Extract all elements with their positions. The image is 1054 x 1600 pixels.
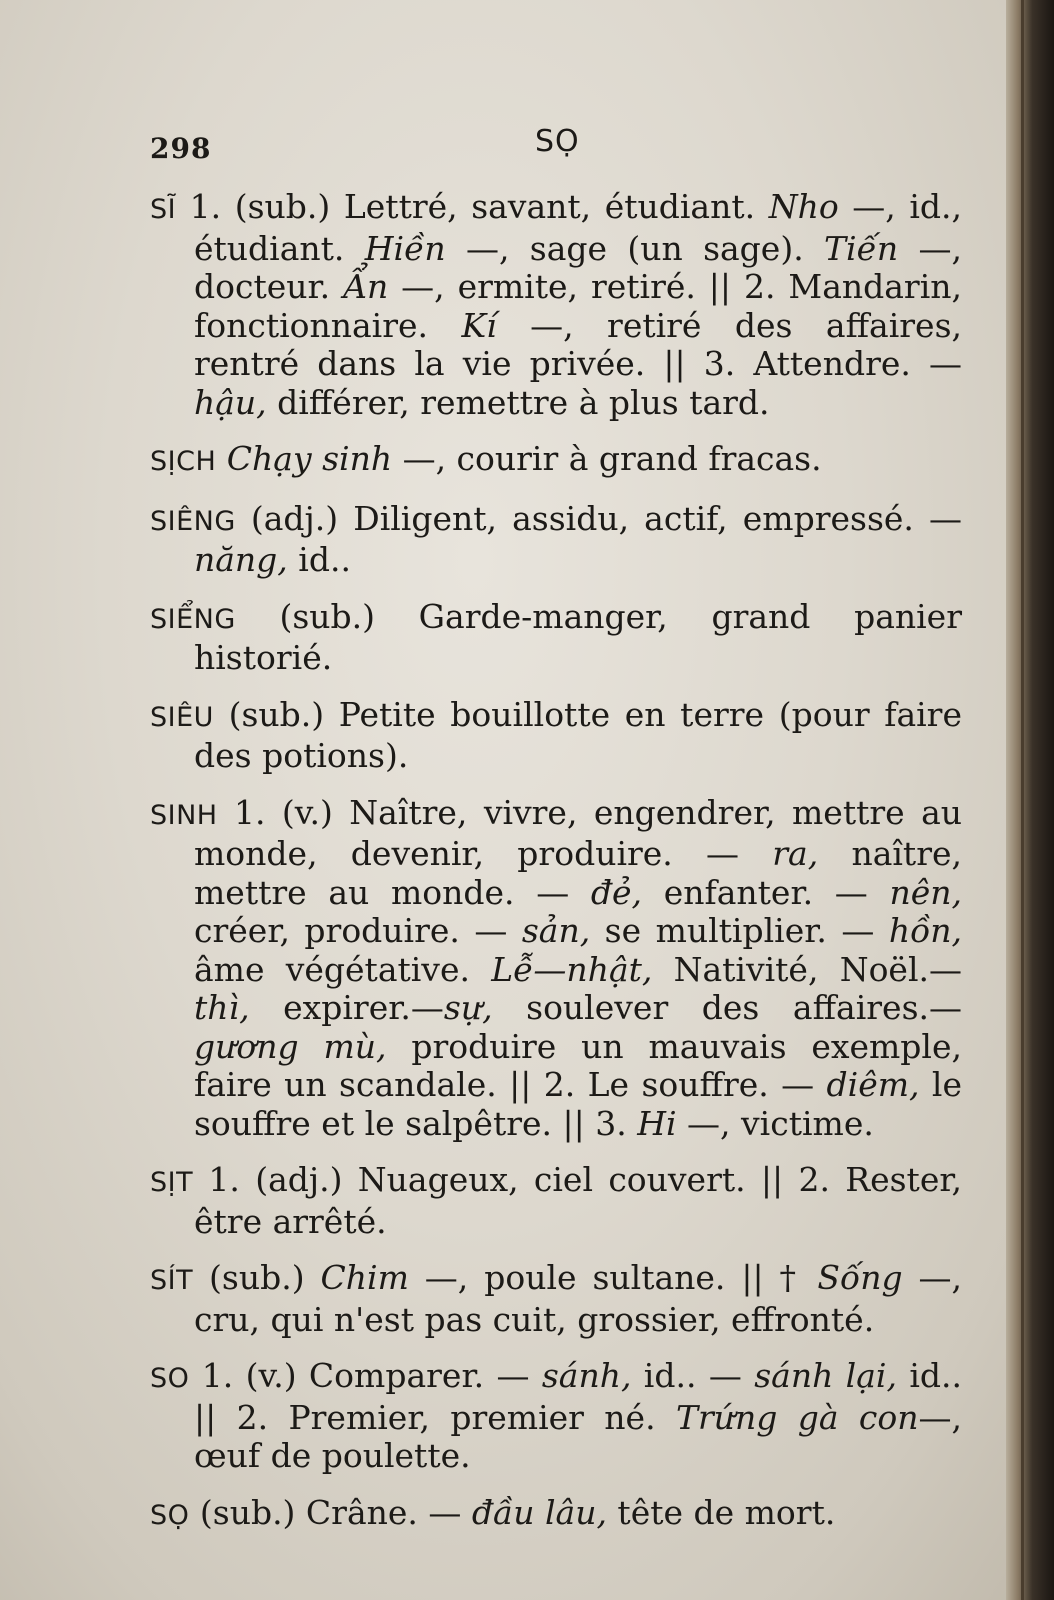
entry-definition-text: —, victime.	[676, 1103, 874, 1143]
entry-vietnamese-term: năng,	[194, 540, 288, 579]
entry-definition-text: enfanter. —	[642, 872, 890, 912]
entry-headword: SIÊU	[150, 701, 214, 733]
entry-vietnamese-term: Chạy sinh	[226, 439, 393, 478]
entry-definition-text: âme végétative.	[194, 949, 492, 989]
entry-vietnamese-term: sánh lại,	[754, 1356, 897, 1395]
entry-definition-text: —, œuf de poulette.	[194, 1397, 962, 1475]
entry-definition-text: id..	[287, 540, 351, 579]
entry-definition-text: 1. (adj.) Nuageux, ciel couvert. || 2. Rester, être arrêté.	[193, 1160, 962, 1241]
entry-vietnamese-term: Ẩn	[343, 267, 389, 306]
entry-vietnamese-term: Tiến	[824, 228, 899, 268]
entry-vietnamese-term: sự,	[443, 988, 493, 1027]
entry-definition-text	[216, 439, 227, 478]
dictionary-entry	[150, 598, 962, 678]
entry-definition-text: 1. (v.) Naître, vivre, engendrer, mettre au monde, devenir, produire. —	[194, 792, 962, 873]
entry-vietnamese-term: hồn,	[888, 911, 962, 950]
entry-headword: SĨ	[150, 194, 177, 225]
entry-definition-text: soulever des affaires.—	[492, 988, 962, 1027]
entry-vietnamese-term: đẻ,	[590, 872, 643, 912]
entry-definition-text: différer, remettre à plus tard.	[266, 382, 770, 422]
page-edge-line	[1021, 0, 1024, 1600]
entry-definition-text: —, retiré des affaires, rentré dans la vie privée. || 3. Attendre. —	[194, 305, 962, 383]
entry-definition-text: (sub.) Garde-manger, grand panier historié.	[194, 596, 962, 677]
entry-definition-text: —, sage (un sage).	[445, 228, 825, 268]
entry-vietnamese-term: Nho	[768, 187, 839, 226]
entry-vietnamese-term: Sống	[817, 1258, 903, 1297]
dictionary-entry	[150, 1494, 962, 1536]
entry-definition-text: créer, produire. —	[194, 911, 522, 950]
entry-definition-text: Nativité, Noël.—	[652, 949, 963, 989]
entry-headword: SO	[150, 1363, 190, 1394]
dictionary-entry	[150, 1357, 962, 1476]
entry-definition-text: id.. —	[631, 1356, 755, 1395]
entry-definition-text: —, courir à grand fracas.	[392, 439, 822, 478]
entry-definition-text: —, poule sultane. || †	[408, 1258, 818, 1297]
dictionary-entry	[150, 696, 962, 776]
entry-definition-text: (adj.) Diligent, assidu, actif, empressé. —	[235, 498, 962, 538]
dictionary-entry	[150, 500, 962, 580]
dictionary-entry	[150, 1161, 962, 1241]
entry-definition-text: tête de mort.	[606, 1492, 836, 1532]
dictionary-entry	[150, 794, 962, 1144]
entry-vietnamese-term: gương mù,	[194, 1026, 387, 1066]
entry-definition-text: —, docteur.	[194, 228, 962, 306]
entry-vietnamese-term: Lễ—nhật,	[491, 949, 653, 989]
entry-definition-text: naître, mettre au monde. —	[194, 834, 962, 912]
entry-headword: SINH	[150, 799, 218, 831]
entry-definition-text: produire un mauvais exemple, faire un scandale. || 2. Le souffre. —	[194, 1026, 963, 1104]
entry-vietnamese-term: thì,	[194, 988, 250, 1027]
entry-headword: SỊT	[150, 1167, 194, 1198]
dictionary-entry	[150, 188, 962, 422]
dictionary-entry	[150, 440, 962, 482]
entry-vietnamese-term: Trứng gà con	[675, 1397, 919, 1437]
entry-vietnamese-term: đầu lâu,	[471, 1492, 607, 1532]
dictionary-entries	[150, 188, 962, 1553]
entry-vietnamese-term: sản,	[521, 911, 591, 950]
running-head: SỌ	[535, 124, 580, 159]
entry-vietnamese-term: Kí	[461, 305, 497, 345]
entry-definition-text: —, cru, qui n'est pas cuit, grossier, effronté.	[194, 1258, 962, 1339]
page-number: 298	[150, 132, 212, 165]
entry-definition-text: se multiplier. —	[590, 911, 889, 950]
entry-definition-text: (sub.) Crâne. —	[189, 1492, 472, 1532]
book-spine-edge	[1006, 0, 1054, 1600]
entry-vietnamese-term: diêm,	[826, 1065, 920, 1104]
entry-vietnamese-term: Hi	[637, 1103, 677, 1143]
entry-definition-text: id.. || 2. Premier, premier né.	[194, 1356, 962, 1437]
entry-definition-text: expirer.—	[249, 988, 444, 1027]
entry-headword: SÍT	[150, 1265, 194, 1296]
dictionary-entry	[150, 1259, 962, 1339]
entry-vietnamese-term: nên,	[889, 872, 962, 912]
entry-definition-text: —, ermite, retiré. || 2. Mandarin, fonctionnaire.	[194, 267, 962, 345]
entry-definition-text: 1. (v.) Comparer. —	[189, 1356, 542, 1395]
entry-vietnamese-term: sánh,	[541, 1356, 632, 1395]
entry-headword: SIỂNG	[150, 603, 236, 635]
entry-vietnamese-term: Hiền	[364, 228, 446, 268]
entry-headword: SỌ	[150, 1499, 190, 1531]
entry-definition-text: —, id., étudiant.	[194, 187, 962, 268]
entry-vietnamese-term: Chim	[320, 1258, 409, 1297]
entry-definition-text: (sub.)	[193, 1258, 321, 1297]
entry-vietnamese-term: hậu,	[194, 382, 267, 422]
entry-definition-text: le souffre et le salpêtre. || 3.	[194, 1065, 962, 1143]
entry-definition-text: 1. (sub.) Lettré, savant, étudiant.	[176, 187, 769, 226]
entry-headword: SIÊNG	[150, 505, 236, 537]
entry-vietnamese-term: ra,	[772, 834, 819, 873]
entry-headword: SỊCH	[150, 446, 217, 477]
entry-definition-text: (sub.) Petite bouillotte en terre (pour faire des potions).	[194, 694, 962, 775]
